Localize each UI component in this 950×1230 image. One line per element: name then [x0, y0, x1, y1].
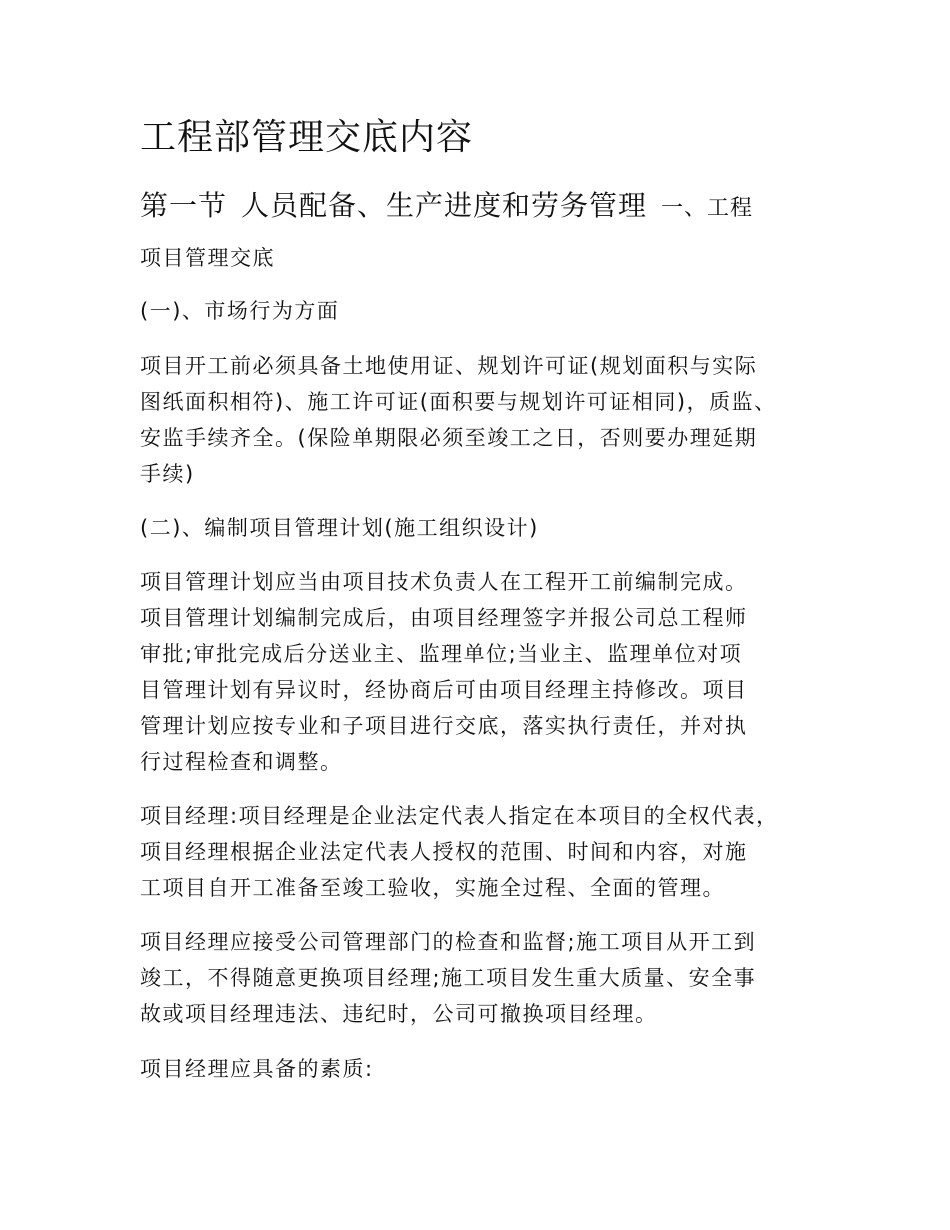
item-heading-market-behavior [140, 293, 339, 329]
paragraph-project-manager [140, 798, 779, 906]
subsection-start: 一、工程 [661, 196, 754, 221]
text-line: 目管理计划有异议时，经协商后可由项目经理主持修改。项目 [140, 678, 748, 702]
text-line: 项目管理计划编制完成后，由项目经理签字并报公司总工程师 [140, 606, 748, 630]
paragraph-permits [140, 348, 777, 492]
section-chapter: 第一节 [140, 189, 228, 222]
text-line: 项目经理:项目经理是企业法定代表人指定在本项目的全权代表， [140, 804, 779, 828]
text-line: 项目经理应具备的素质: [140, 1057, 374, 1081]
item-heading-project-plan [140, 510, 539, 546]
document-title: 工程部管理交底内容 [140, 117, 474, 158]
text-line: 项目管理计划应当由项目技术负责人在工程开工前编制完成。 [140, 570, 748, 594]
text-line: (二)、编制项目管理计划(施工组织设计) [140, 516, 539, 540]
paragraph-manager-qualities [140, 1051, 374, 1087]
text-line: 项目经理根据企业法定代表人授权的范围、时间和内容，对施 [140, 840, 748, 864]
paragraph-manager-supervision [140, 924, 756, 1032]
section-heading [140, 184, 753, 231]
text-line: 安监手续齐全。(保险单期限必须至竣工之日，否则要办理延期 [140, 426, 758, 450]
subsection-continuation [140, 240, 275, 276]
section-topic: 人员配备、生产进度和劳务管理 [241, 189, 648, 222]
paragraph-project-plan [140, 564, 748, 780]
text-line: 审批;审批完成后分送业主、监理单位;当业主、监理单位对项 [140, 642, 743, 666]
text-line: 故或项目经理违法、违纪时，公司可撤换项目经理。 [140, 1002, 658, 1026]
text-line: 行过程检查和调整。 [140, 750, 343, 774]
text-line: 管理计划应按专业和子项目进行交底，落实执行责任，并对执 [140, 714, 748, 738]
text-line: 项目管理交底 [140, 246, 275, 270]
text-line: 竣工，不得随意更换项目经理;施工项目发生重大质量、安全事 [140, 966, 757, 990]
text-line: 项目经理应接受公司管理部门的检查和监督;施工项目从开工到 [140, 930, 757, 954]
text-line: 项目开工前必须具备土地使用证、规划许可证(规划面积与实际 [140, 354, 758, 378]
text-line: 手续) [140, 462, 195, 486]
text-line: 工项目自开工准备至竣工验收，实施全过程、全面的管理。 [140, 876, 725, 900]
text-line: (一)、市场行为方面 [140, 299, 340, 323]
text-line: 图纸面积相符)、施工许可证(面积要与规划许可证相同)，质监、 [140, 390, 777, 414]
